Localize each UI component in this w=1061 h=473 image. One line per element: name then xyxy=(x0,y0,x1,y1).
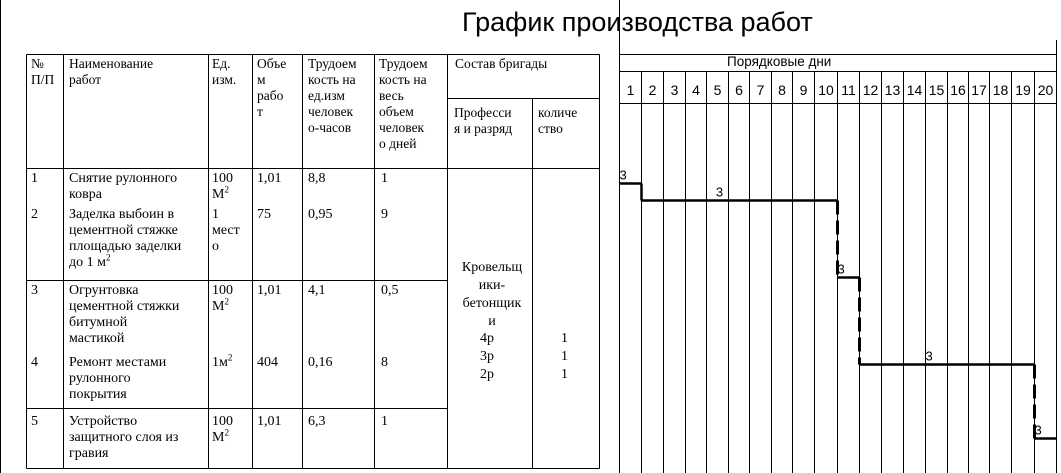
row-5-name: Устройство защитного слоя из гравия xyxy=(69,414,179,461)
row-3-volume: 1,01 xyxy=(257,283,282,298)
row-2-name: Заделка выбоин в цементной стяжке площадью заделки до 1 $м^2$ xyxy=(69,207,182,270)
day-label-17: 17 xyxy=(971,82,987,98)
row-2-num: 2 xyxy=(31,207,38,222)
row-2-unit: 1 мест о xyxy=(212,207,240,254)
crew-profession: Кровельщ ики- бетонщик и xyxy=(461,260,523,329)
day-label-9: 9 xyxy=(799,82,808,98)
header-name: Наименование работ xyxy=(69,56,154,87)
gantt-workers-task-2: 3 xyxy=(715,184,724,200)
row-5-labor-unit: 6,3 xyxy=(308,414,326,429)
row-1-labor-unit: 8,8 xyxy=(308,171,326,186)
crew-grade-3: 2р xyxy=(480,367,494,382)
header-crew: Состав бригады xyxy=(455,56,548,71)
row-4-volume: 404 xyxy=(257,355,278,370)
row-3-num: 3 xyxy=(31,283,38,298)
row-1-volume: 1,01 xyxy=(257,171,282,186)
header-labor-total: Трудоем кость на весь объем человек о дней xyxy=(379,56,428,151)
day-label-3: 3 xyxy=(670,82,679,98)
crew-count-3: 1 xyxy=(561,367,568,382)
header-volume: Объе м рабо т xyxy=(257,56,287,119)
day-label-4: 4 xyxy=(692,82,700,98)
row-5-volume: 1,01 xyxy=(257,414,282,429)
day-label-7: 7 xyxy=(756,82,765,98)
header-labor-unit: Трудоем кость на ед.изм человек о-часов xyxy=(308,56,357,135)
header-num: № П/П xyxy=(31,56,55,87)
row-4-name: Ремонт местами рулонного покрытия xyxy=(69,355,167,402)
day-label-5: 5 xyxy=(713,82,722,98)
row-1-num: 1 xyxy=(31,171,38,186)
gantt-workers-task-1: 3 xyxy=(619,167,627,183)
crew-count-1: 1 xyxy=(561,331,568,346)
day-label-19: 19 xyxy=(1015,82,1031,98)
day-label-1: 1 xyxy=(626,82,635,98)
day-label-13: 13 xyxy=(884,82,901,98)
day-label-11: 11 xyxy=(841,82,856,98)
row-1-labor-total: 1 xyxy=(381,171,388,186)
day-label-2: 2 xyxy=(648,82,657,98)
row-5-unit: 100 $М^2$ xyxy=(212,414,233,445)
row-3-unit: 100 $М^2$ xyxy=(212,283,233,314)
day-label-8: 8 xyxy=(778,82,786,98)
row-2-labor-unit: 0,95 xyxy=(308,207,333,222)
row-3-labor-total: 0,5 xyxy=(381,283,399,298)
day-label-16: 16 xyxy=(950,82,966,98)
day-label-20: 20 xyxy=(1037,82,1054,98)
day-label-15: 15 xyxy=(928,82,945,98)
day-label-14: 14 xyxy=(906,82,923,98)
day-label-12: 12 xyxy=(862,82,879,98)
page-title: График производства работ xyxy=(462,7,813,37)
row-5-labor-total: 1 xyxy=(381,414,388,429)
row-5-num: 5 xyxy=(31,414,38,429)
row-1-unit: 100 $М^2$ xyxy=(212,171,233,202)
header-profession: Професси я и разряд xyxy=(454,105,513,136)
row-4-labor-unit: 0,16 xyxy=(308,355,333,370)
crew-grade-2: 3р xyxy=(480,349,494,364)
header-unit: Ед. изм. xyxy=(212,56,237,87)
row-4-labor-total: 8 xyxy=(381,355,388,370)
crew-grade-1: 4р xyxy=(480,331,494,346)
row-4-num: 4 xyxy=(31,355,38,370)
row-3-labor-unit: 4,1 xyxy=(308,283,326,298)
row-3-name: Огрунтовка цементной стяжки битумной мастикой xyxy=(69,283,180,346)
day-label-18: 18 xyxy=(992,82,1009,98)
row-1-name: Снятие рулонного ковра xyxy=(69,171,178,202)
day-label-10: 10 xyxy=(818,82,834,98)
gantt-workers-task-5: 3 xyxy=(1034,422,1042,438)
gantt-workers-task-4: 3 xyxy=(925,348,933,364)
row-4-unit: $1м^2$ xyxy=(212,352,233,370)
day-label-6: 6 xyxy=(735,82,743,98)
row-2-volume: 75 xyxy=(257,207,271,222)
days-header: Порядковые дни xyxy=(727,54,832,69)
header-quantity: количе ство xyxy=(538,105,578,136)
gantt-workers-task-3: 3 xyxy=(837,261,845,277)
crew-count-2: 1 xyxy=(561,349,568,364)
row-2-labor-total: 9 xyxy=(381,207,388,222)
